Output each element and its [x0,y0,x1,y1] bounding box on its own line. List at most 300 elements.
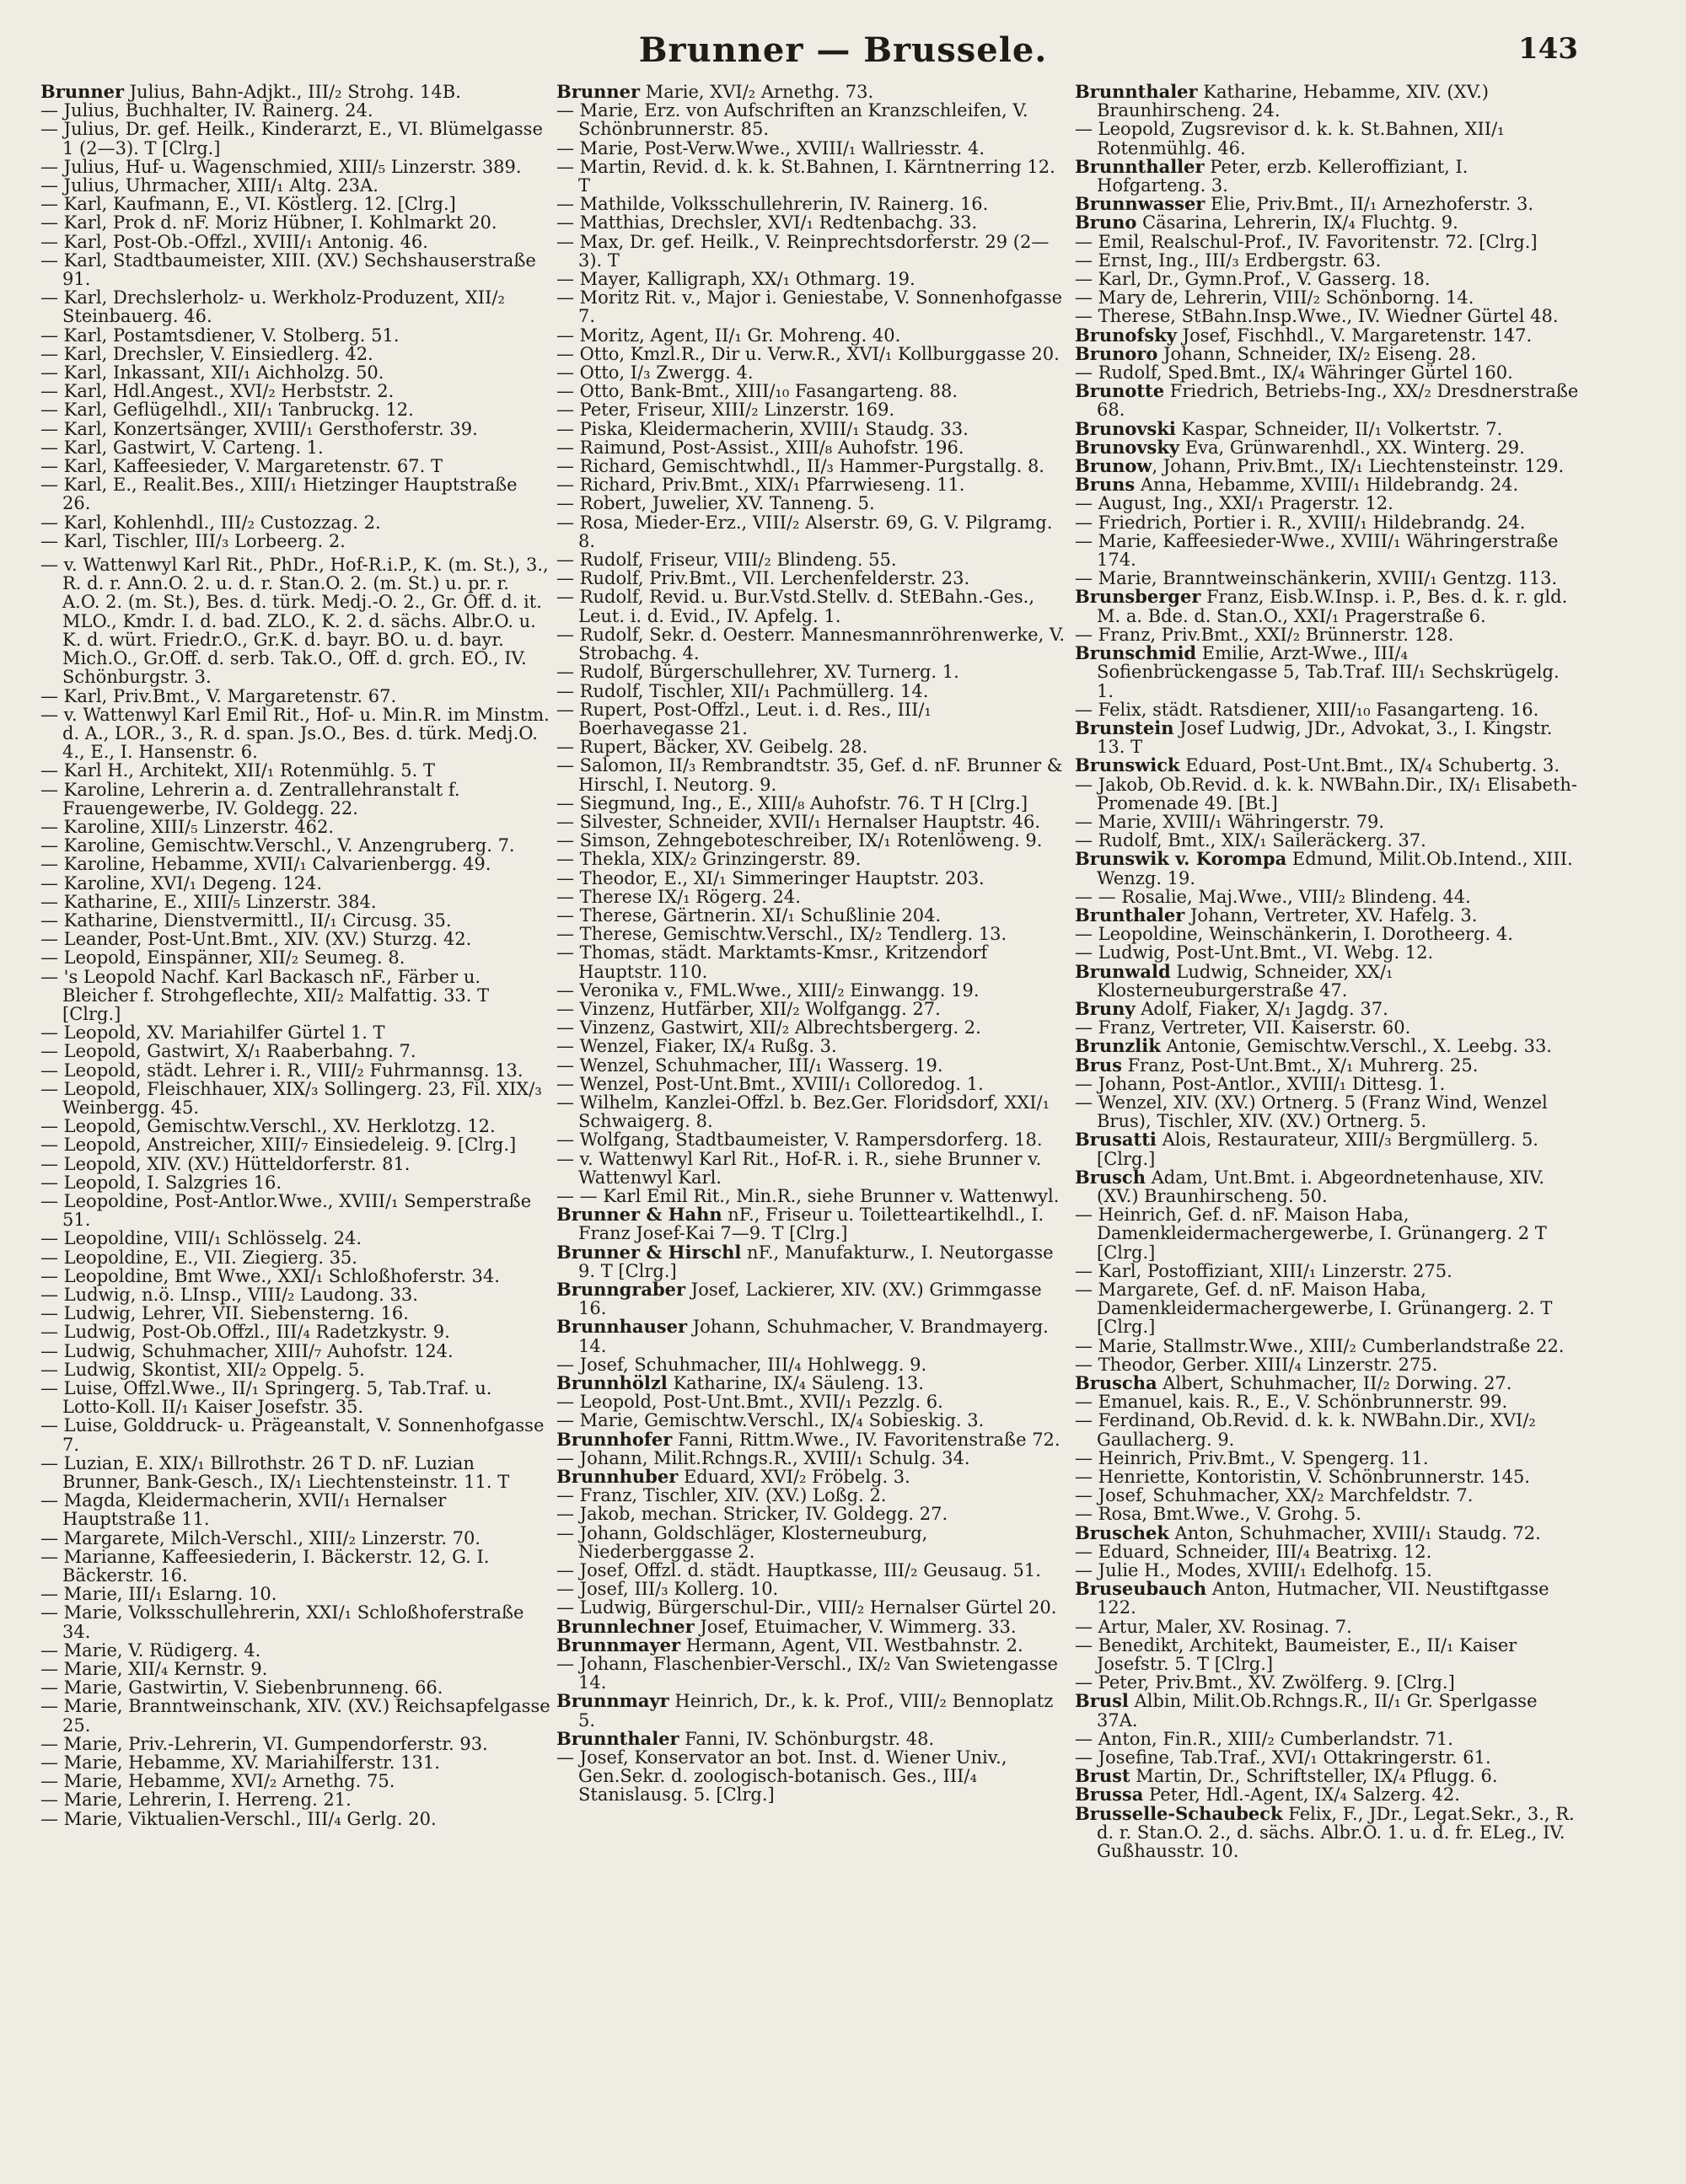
directory-entry [40,948,550,967]
directory-entry [556,569,1066,588]
entry-surname: Brunner [40,81,125,102]
directory-entry [556,1748,1066,1805]
entry-text: — Josef, III/₃ Kollerg. 10. [556,1579,779,1600]
directory-entry [1075,1093,1581,1130]
directory-entry [556,1411,1066,1430]
entry-text: — Karl, Geflügelhdl., XII/₁ Tanbruckg. 12. [40,400,414,421]
entry-text: — Karl, Stadtbaumeister, XIII. (XV.) Sechshauserstraße 91. [40,250,536,290]
entry-surname: Brunnwasser [1075,193,1205,215]
directory-entry [556,794,1066,813]
directory-entry [556,756,1066,793]
entry-text: — Rupert, Post-Offzl., Leut. i. d. Res., III/₁ Boerhavegasse 21. [556,699,932,738]
entry-text: Katharine, IX/₄ Säuleng. 13. [667,1373,924,1394]
entry-text: Elie, Priv.Bmt., II/₁ Arnezhoferstr. 3. [1205,194,1534,215]
directory-entry [40,1042,550,1060]
entry-text: — Mathilde, Volksschullehrerin, IV. Rainerg. 16. [556,194,989,215]
directory-entry [40,874,550,893]
entry-text: — Marie, Viktualien-Verschl., III/₄ Gerlg. 20. [40,1808,437,1829]
directory-entry [40,532,550,550]
entry-text: — Rudolf, Priv.Bmt., VII. Lerchenfelderstr. 23. [556,568,970,589]
directory-entry [40,781,550,818]
directory-entry [40,1454,550,1491]
directory-entry [40,1023,550,1042]
directory-entry [1075,1449,1581,1468]
directory-entry [556,1486,1066,1505]
directory-entry [556,475,1066,494]
entry-text: Alois, Restaurateur, XIII/₃ Bergmüllerg. 5. [Clrg.] [1097,1130,1538,1169]
directory-entry [556,1150,1066,1187]
directory-entry [40,475,550,512]
entry-surname: Brunnmayr [556,1690,669,1712]
entry-text: Kaspar, Schneider, II/₁ Volkertstr. 7. [1175,418,1503,439]
entry-text: — Ludwig, Skontist, XII/₂ Oppelg. 5. [40,1359,365,1380]
directory-entry [40,101,550,120]
entry-text: — 's Leopold Nachf. Karl Backasch nF., Färber u. Bleicher f. Strohgeflechte, XII/₂ Malfattig. 33. T [Clrg.] [40,966,490,1024]
entry-text: — Ludwig, Post-Unt.Bmt., VI. Webg. 12. [1075,942,1434,963]
directory-entry [556,1037,1066,1055]
entry-text: — Friedrich, Portier i. R., XVIII/₁ Hildebrandg. 24. [1075,512,1526,533]
entry-text: — Josef, Offzl. d. städt. Hauptkasse, III/₂ Geusaug. 51. [556,1560,1041,1581]
directory-entry [556,1056,1066,1075]
directory-entry [1075,1505,1581,1523]
entry-text: — Mayer, Kalligraph, XX/₁ Othmarg. 19. [556,269,915,290]
directory-entry [556,869,1066,888]
entry-text: — Max, Dr. gef. Heilk., V. Reinprechtsdorferstr. 29 (2—3). T [556,231,1050,271]
directory-entry [556,270,1066,288]
entry-surname: Brusselle-Schaubeck [1075,1802,1283,1824]
directory-entry [556,550,1066,569]
entry-text: — Julius, Uhrmacher, XIII/₁ Altg. 23A. [40,175,379,196]
entry-surname: Brust [1075,1765,1130,1787]
directory-entry [40,176,550,195]
entry-text: — Katharine, E., XIII/₅ Linzerstr. 384. [40,891,377,912]
entry-text: — Leopoldine, E., VII. Ziegierg. 35. [40,1247,357,1268]
entry-text: — Karl H., Architekt, XII/₁ Rotenmühlg. 5. T [40,760,435,781]
entry-text: Josef, Etuimacher, V. Wimmerg. 33. [694,1616,1017,1637]
directory-entry [1075,457,1581,475]
entry-surname: Brunnthaler [1075,81,1198,102]
entry-text: — Leopold, Fleischhauer, XIX/₃ Sollingerg. 23, Fil. XIX/₃ Weinbergg. 45. [40,1078,542,1118]
entry-surname: Brussa [1075,1784,1144,1806]
entry-text: — Moritz Rit. v., Major i. Geniestabe, V. Sonnenhofgasse 7. [556,287,1063,327]
entry-text: Hermann, Agent, VII. Westbahnstr. 2. [680,1634,1023,1655]
entry-text: — Therese, Gärtnerin. XI/₁ Schußlinie 204. [556,904,942,926]
entry-text: — Leopold, XV. Mariahilfer Gürtel 1. T [40,1022,385,1044]
entry-text: Cäsarina, Lehrerin, IX/₄ Fluchtg. 9. [1136,212,1458,233]
directory-entry [556,1243,1066,1280]
directory-entry [556,420,1066,438]
directory-entry [40,120,550,157]
entry-text: — Leopoldine, Weinschänkerin, I. Dorotheerg. 4. [1075,924,1513,945]
directory-entry [556,1130,1066,1149]
entry-text: — Leopold, Post-Unt.Bmt., XVII/₁ Pezzlg. 6. [556,1392,943,1413]
entry-text: Albert, Schuhmacher, II/₂ Dorwing. 27. [1157,1373,1512,1394]
entry-text: Friedrich, Betriebs-Ing., XX/₂ Dresdnerstraße 68. [1097,381,1579,421]
directory-entry [40,1323,550,1341]
directory-entry [40,836,550,855]
directory-entry [556,1598,1066,1617]
directory-entry [556,513,1066,550]
entry-text: Fanni, IV. Schönburgstr. 48. [679,1728,935,1749]
entry-text: — Karl, Drechsler, V. Einsiedlerg. 42. [40,343,373,364]
entry-surname: Brunnhauser [556,1316,688,1338]
entry-text: Anton, Hutmacher, VII. Neustiftgasse 122. [1097,1579,1549,1618]
directory-entry [556,382,1066,400]
directory-entry [556,850,1066,868]
directory-entry [1075,532,1581,569]
directory-entry [1075,494,1581,512]
directory-entry [40,1155,550,1173]
entry-text: — Ernst, Ing., III/₃ Erdbergstr. 63. [1075,250,1382,271]
entry-text: — Marie, Lehrerin, I. Herreng. 21. [40,1790,352,1811]
entry-text: Adam, Unt.Bmt. i. Abgeordnetenhause, XIV. (XV.) Braunhirscheng. 50. [1097,1167,1545,1206]
directory-entry [1075,1337,1581,1355]
entry-text: — Heinrich, Gef. d. nF. Maison Haba, Damenkleidermachergewerbe, I. Grünangerg. 2 T [Clrg.] [1075,1205,1547,1263]
entry-text: — Karl, Inkassant, XII/₁ Aichholzg. 50. [40,362,384,384]
directory-entry [1075,1580,1581,1617]
entry-text: — Julie H., Modes, XVIII/₁ Edelhofg. 15. [1075,1560,1432,1581]
entry-surname: Brunnmayer [556,1634,681,1655]
entry-text: — Marie, Volksschullehrerin, XXI/₁ Schloßhoferstraße 34. [40,1602,524,1642]
entry-text: — v. Wattenwyl Karl Rit., Hof-R. i. R., siehe Brunner v. Wattenwyl Karl. [556,1148,1042,1188]
directory-entry [40,1678,550,1697]
entry-text: — Karoline, XIII/₅ Linzerstr. 462. [40,816,335,837]
directory-entry [40,855,550,873]
directory-entry [1075,233,1581,251]
entry-text: — Marie, Branntweinschänkerin, XVIII/₁ Gentzg. 113. [1075,568,1558,589]
entry-text: Felix, F., JDr., Legat.Sekr., 3., R. d. r. Stan.O. 2., d. sächs. Albr.O. 1. u. d. fr. ELeg., IV. Gußhausstr. 10. [1097,1803,1575,1862]
entry-text: Josef, Lackierer, XIV. (XV.) Grimmgasse 16. [578,1280,1042,1319]
directory-entry [40,1641,550,1660]
directory-entry [1075,1075,1581,1093]
directory-entry [1075,363,1581,382]
directory-entry [1075,850,1581,887]
entry-text: — Rosa, Mieder-Erz., VIII/₂ Alserstr. 69, G. V. Pilgramg. 8. [556,512,1053,551]
directory-entry [1075,813,1581,831]
directory-entry [40,158,550,176]
entry-text: — Franz, Priv.Bmt., XXI/₂ Brünnerstr. 128. [1075,624,1454,645]
directory-entry [556,1187,1066,1205]
entry-surname: Brunschmid [1075,642,1197,664]
entry-text: — — Rosalie, Maj.Wwe., VIII/₂ Blindeng. 44. [1075,886,1471,907]
directory-entry [556,1468,1066,1486]
column-3 [1075,83,1581,1860]
directory-entry [40,1790,550,1809]
entry-text: Heinrich, Dr., k. k. Prof., VIII/₂ Bennoplatz 5. [578,1691,1054,1731]
directory-entry [556,101,1066,138]
entry-text: — Vinzenz, Hutfärber, XII/₂ Wolfgangg. 27. [556,998,941,1019]
directory-entry [40,1529,550,1548]
directory-entry [40,761,550,780]
directory-entry [556,1449,1066,1468]
entry-surname: Brusatti [1075,1129,1157,1151]
directory-entry [40,1772,550,1790]
entry-text: — Anton, Fin.R., XIII/₂ Cumberlandstr. 71. [1075,1728,1453,1749]
directory-entry [40,1342,550,1360]
entry-text: — Josef, Schuhmacher, III/₄ Hohlwegg. 9. [556,1354,927,1375]
entry-text: — Johann, Post-Antlor., XVIII/₁ Dittesg. 1. [1075,1073,1446,1094]
entry-text: — Leopold, XIV. (XV.) Hütteldorferstr. 81. [40,1153,411,1174]
entry-text: — Richard, Gemischtwhdl., II/₃ Hammer-Purgstallg. 8. [556,456,1044,477]
entry-text: — Karl, E., Realit.Bes., XIII/₁ Hietzinger Hauptstraße 26. [40,475,518,514]
entry-text: — Leopoldine, Post-Antlor.Wwe., XVIII/₁ Semperstraße 51. [40,1190,532,1231]
directory-entry [40,1491,550,1528]
directory-entry [1075,1730,1581,1748]
entry-text: — Eduard, Schneider, III/₄ Beatrixg. 12. [1075,1541,1432,1562]
directory-entry [556,1655,1066,1692]
entry-text: — Leopoldine, VIII/₁ Schlösselg. 24. [40,1228,362,1249]
directory-entry [1075,906,1581,925]
directory-entry [40,1304,550,1323]
entry-text: — Leander, Post-Unt.Bmt., XIV. (XV.) Sturzg. 42. [40,929,472,950]
entry-text: — Karl, Kaufmann, E., VI. Köstlerg. 12. [Clrg.] [40,194,456,215]
entry-surname: Brunovsky [1075,436,1180,458]
directory-entry [1075,1280,1581,1337]
entry-text: — Leopoldine, Bmt Wwe., XXI/₁ Schloßhoferstr. 34. [40,1265,500,1286]
directory-entry [1075,251,1581,270]
entry-text: — Julius, Dr. gef. Heilk., Kinderarzt, E., VI. Blümelgasse 1 (2—3). T [Clrg.] [40,119,543,158]
entry-text: — Henriette, Kontoristin, V. Schönbrunnerstr. 145. [1075,1467,1530,1488]
entry-text: — Josef, Konservator an bot. Inst. d. Wiener Univ., Gen.Sekr. d. zoologisch-botanisch. Ges., III/₄ Stanislausg. 5. [Clrg.] [556,1747,1007,1806]
entry-text: — Leopold, Gastwirt, X/₁ Raaberbahng. 7. [40,1041,416,1062]
directory-entry [40,968,550,1024]
page-number: 143 [1518,32,1578,66]
directory-entry [556,1692,1066,1729]
directory-entry [1075,1673,1581,1692]
entry-text: — Luzian, E. XIX/₁ Billrothstr. 26 T D. nF. Luzian Brunner, Bank-Gesch., IX/₁ Liechtensteinstr. 11. T [40,1452,510,1493]
directory-entry [40,1660,550,1678]
directory-entry [556,831,1066,850]
directory-entry [556,158,1066,195]
entry-text: — Piska, Kleidermacherin, XVIII/₁ Staudg. 33. [556,418,969,439]
entry-surname: Brunstein [1075,716,1174,738]
directory-entry [40,457,550,475]
entry-text: Ludwig, Schneider, XX/₁ Klosterneuburgerstraße 47. [1097,961,1393,1001]
entry-text: — Karl, Kohlenhdl., III/₂ Custozzag. 2. [40,512,381,533]
entry-surname: Brunow [1075,455,1152,477]
entry-text: — Josef, Schuhmacher, XX/₂ Marchfeldstr. 7. [1075,1485,1474,1506]
entry-text: — Rudolf, Tischler, XII/₁ Pachmüllerg. 14. [556,680,929,701]
directory-entry [1075,1262,1581,1280]
directory-entry [40,420,550,438]
directory-entry [1075,1802,1581,1862]
entry-text: — Rosa, Bmt.Wwe., V. Grohg. 5. [1075,1504,1361,1525]
directory-entry [556,1615,1066,1637]
directory-entry [556,925,1066,943]
directory-entry [1075,307,1581,325]
directory-entry [1075,1018,1581,1037]
entry-text: nF., Friseur u. Toiletteartikelhdl., I. Franz Josef-Kai 7—9. T [Clrg.] [578,1205,1044,1244]
entry-text: — Emil, Realschul-Prof., IV. Favoritenstr. 72. [Clrg.] [1075,231,1538,252]
entry-surname: Brunnhuber [556,1466,679,1488]
entry-text: — Karl, Drechslerholz- u. Werkholz-Produzent, XII/₂ Steinbauerg. 46. [40,287,505,327]
directory-entry [1075,513,1581,532]
directory-entry [40,83,550,101]
entry-text: — Margarete, Milch-Verschl., XIII/₂ Linzerstr. 70. [40,1527,481,1548]
entry-text: — Emanuel, kais. R., E., V. Schönbrunnerstr. 99. [1075,1392,1508,1413]
entry-text: Emilie, Arzt-Wwe., III/₄ Sofienbrückengasse 5, Tab.Traf. III/₁ Sechskrügelg. 1. [1097,643,1560,701]
entry-text: nF., Manufakturw., I. Neutorgasse 9. T [Clrg.] [578,1242,1054,1281]
directory-entry [1075,1205,1581,1262]
entry-text: Josef Ludwig, JDr., Advokat, 3., I. Kingstr. 13. T [1097,717,1553,758]
entry-surname: Bruno [1075,212,1137,233]
entry-surname: Brunofsky [1075,324,1177,346]
entry-text: — Benedikt, Architekt, Baumeister, E., II/₁ Kaiser Josefstr. 5. T [Clrg.] [1075,1634,1517,1675]
directory-entry [40,1192,550,1229]
directory-entry [40,911,550,930]
directory-entry [1075,270,1581,288]
entry-text: — Franz, Vertreter, VII. Kaiserstr. 60. [1075,1017,1411,1038]
directory-entry [1075,213,1581,232]
entry-text: — Thekla, XIX/₂ Grinzingerstr. 89. [556,849,862,870]
directory-entry [40,1585,550,1603]
entry-text: — Franz, Tischler, XIV. (XV.) Loßg. 2. [556,1485,887,1506]
directory-entry [556,233,1066,270]
directory-entry [556,1018,1066,1037]
directory-entry [556,1093,1066,1130]
entry-text: — Ludwig, Schuhmacher, XIII/₇ Auhofstr. 124. [40,1340,454,1361]
entry-surname: Brunzlik [1075,1035,1161,1057]
entry-text: — Karl, Tischler, III/₃ Lorbeerg. 2. [40,530,346,551]
directory-entry [556,1205,1066,1242]
entry-text: — Ferdinand, Ob.Revid. d. k. k. NWBahn.Dir., XVI/₂ Gaullacherg. 9. [1075,1410,1536,1450]
entry-text: — Veronika v., FML.Wwe., XIII/₂ Einwangg. 19. [556,979,980,1001]
entry-surname: Brunswik v. Korompa [1075,848,1287,870]
entry-surname: Brunnthaller [1075,155,1205,177]
entry-text: — Marianne, Kaffeesiederin, I. Bäckerstr. 12, G. I. Bäckerstr. 16. [40,1546,490,1586]
entry-text: — Marie, Post-Verw.Wwe., XVIII/₁ Wallriesstr. 4. [556,137,985,158]
directory-entry [40,1360,550,1379]
entry-text: — Karoline, Gemischtw.Verschl., V. Anzengruberg. 7. [40,835,515,856]
entry-text: — Therese IX/₁ Rögerg. 24. [556,886,801,907]
directory-entry [1075,1785,1581,1804]
directory-entry [1075,925,1581,943]
entry-text: Johann, Schuhmacher, V. Brandmayerg. 14. [578,1317,1049,1356]
entry-text: — Karl, Prok d. nF. Moriz Hübner, I. Kohlmarkt 20. [40,212,497,233]
entry-text: Anna, Hebamme, XVIII/₁ Hildebrandg. 24. [1135,475,1519,496]
directory-entry [1075,1056,1581,1075]
entry-text: — Marie, Kaffeesieder-Wwe., XVIII/₁ Währingerstraße 174. [1075,530,1559,571]
entry-text: — Otto, Bank-Bmt., XIII/₁₀ Fasangarteng. 88. [556,381,958,402]
entry-text: — Marie, Hebamme, XV. Mariahilferstr. 131. [40,1752,440,1773]
directory-entry [1075,960,1581,1001]
entry-surname: Brunsberger [1075,586,1201,608]
directory-entry [556,588,1066,625]
entry-surname: Brunwald [1075,960,1171,982]
entry-text: — Ludwig, n.ö. LInsp., VIII/₂ Laudong. 33. [40,1285,418,1305]
entry-text: — Ludwig, Post-Ob.Offzl., III/₄ Radetzkystr. 9. [40,1322,450,1343]
directory-entry [40,438,550,457]
entry-surname: Bruns [1075,474,1136,496]
entry-text: — Marie, XVIII/₁ Währingerstr. 79. [1075,811,1385,832]
directory-entry [40,930,550,948]
entry-text: — Karoline, Lehrerin a. d. Zentrallehranstalt f. Frauengewerbe, IV. Goldegg. 22. [40,779,460,818]
directory-entry [1075,625,1581,644]
entry-text: — Marie, Priv.-Lehrerin, VI. Gumpendorferstr. 93. [40,1733,488,1754]
entry-surname: Brunthaler [1075,904,1185,926]
entry-text: — Matthias, Drechsler, XVI/₁ Redtenbachg. 33. [556,212,978,233]
directory-entry [556,1317,1066,1355]
directory-entry [1075,831,1581,850]
directory-entry [40,893,550,911]
entry-text: — Julius, Buchhalter, IV. Rainerg. 24. [40,100,373,121]
entry-text: Johann, Vertreter, XV. Hafelg. 3. [1184,904,1478,926]
entry-surname: Brusl [1075,1690,1129,1712]
directory-entry [1075,700,1581,719]
entry-text: — Marie, Stallmstr.Wwe., XIII/₂ Cumberlandstraße 22. [1075,1335,1565,1356]
directory-entry [556,494,1066,512]
directory-entry [1075,438,1581,457]
entry-surname: Bruscha [1075,1372,1157,1394]
entry-surname: Brunnlechner [556,1615,695,1637]
entry-text: — Karl, Kaffeesieder, V. Margaretenstr. 67. T [40,456,443,477]
entry-text: — Rudolf, Sped.Bmt., IX/₄ Währinger Gürtel 160. [1075,362,1513,384]
directory-entry [556,345,1066,363]
directory-entry [1075,1618,1581,1636]
entry-text: — Marie, Gastwirtin, V. Siebenbrunneng. 66. [40,1677,443,1698]
entry-surname: Brunotte [1075,380,1165,402]
entry-text: — Magda, Kleidermacherin, XVII/₁ Hernalser Hauptstraße 11. [40,1490,447,1530]
directory-entry [40,1810,550,1828]
directory-entry [40,213,550,232]
directory-entry [556,1355,1066,1374]
directory-entry [40,513,550,532]
entry-text: — Simson, Zehngeboteschreiber, IX/₁ Rotenlöweng. 9. [556,830,1043,851]
entry-surname: Brunnthaler [556,1727,679,1749]
directory-entry [1075,1355,1581,1374]
directory-entry [556,1374,1066,1393]
directory-entry [40,326,550,345]
entry-surname: Brunngraber [556,1279,686,1300]
entry-text: Albin, Milit.Ob.Rchngs.R., II/₁ Gr. Sperlgasse 37A. [1097,1691,1538,1731]
entry-text: — Luise, Offzl.Wwe., II/₁ Springerg. 5, Tab.Traf. u. Lotto-Koll. II/₁ Kaiser Josefstr. 35. [40,1378,492,1418]
entry-text: — Karl, Hdl.Angest., XVI/₂ Herbststr. 2. [40,381,395,402]
directory-entry [1075,1636,1581,1673]
directory-entry [40,706,550,762]
entry-text: — Wenzel, Schuhmacher, III/₁ Wasserg. 19. [556,1054,943,1076]
directory-entry [1075,943,1581,962]
entry-text: — Rudolf, Bürgerschullehrer, XV. Turnerg. 1. [556,662,959,683]
entry-text: — Mary de, Lehrerin, VIII/₂ Schönborng. 14. [1075,287,1474,309]
entry-text: — v. Wattenwyl Karl Emil Rit., Hof- u. Min.R. im Minstm. d. A., LOR., 3., R. d. span. Js.O., Bes. d. türk. Medj.O. 4., E., I. Hansenstr. 6. [40,704,550,763]
directory-entry [40,251,550,288]
entry-text: Katharine, Hebamme, XIV. (XV.) Braunhirscheng. 24. [1097,82,1489,121]
entry-text: — Ludwig, Bürgerschul-Dir., VIII/₂ Hernalser Gürtel 20. [556,1597,1057,1618]
directory-entry [556,1636,1066,1655]
directory-entry [1075,1486,1581,1505]
entry-text: — Luise, Golddruck- u. Prägeanstalt, V. Sonnenhofgasse 7. [40,1415,545,1455]
directory-entry [1075,888,1581,906]
entry-text: Martin, Dr., Schriftsteller, IX/₄ Pflugg. 6. [1130,1766,1498,1787]
entry-surname: Brusch [1075,1166,1146,1188]
entry-text: — Marie, Erz. von Aufschriften an Kranzschleifen, V. Schönbrunnerstr. 85. [556,100,1028,140]
directory-entry [556,83,1066,101]
directory-entry [1075,1374,1581,1393]
directory-entry [1075,83,1581,120]
directory-entry [556,738,1066,756]
entry-text: — Artur, Maler, XV. Rosinag. 7. [1075,1616,1352,1637]
entry-text: — Richard, Priv.Bmt., XIX/₁ Pfarrwieseng. 11. [556,475,965,496]
directory-entry [1075,1748,1581,1767]
entry-surname: Brunner & Hahn [556,1204,722,1226]
entry-surname: Brunner [556,81,641,102]
directory-entry [40,1548,550,1585]
entry-text: — Rupert, Bäcker, XV. Geibelg. 28. [556,737,868,758]
entry-text: Johann, Schneider, IX/₂ Eiseng. 28. [1157,343,1477,364]
directory-entry [40,1229,550,1248]
directory-entry [1075,475,1581,494]
entry-text: Marie, XVI/₂ Arnethg. 73. [640,82,874,102]
